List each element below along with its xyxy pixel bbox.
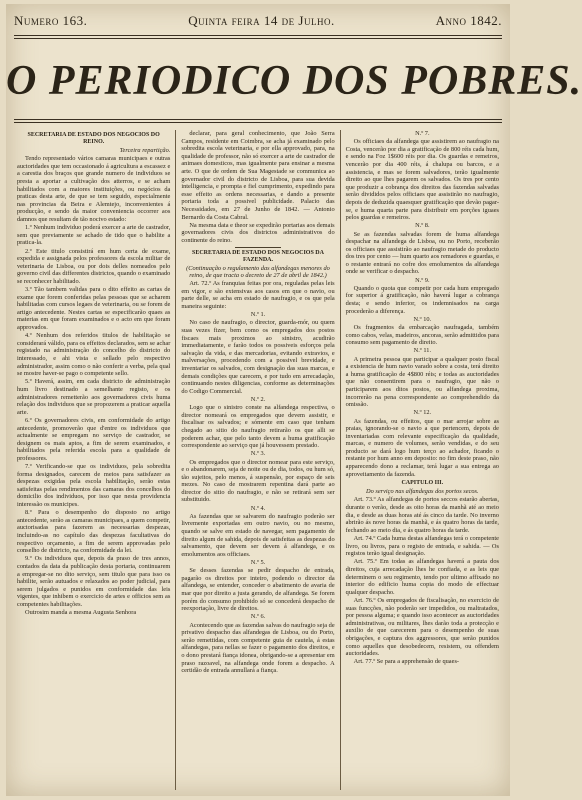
article-paragraph: Quando o quota que competir por cada hum empregado for superior á gratificação, não haverá lugar a cobrança desta; e sendo inferior, os indemnisados na carga procederão a diferença.: [345, 284, 499, 315]
item-number: N.º 2.: [250, 395, 266, 403]
item-number: N.º 12.: [413, 409, 432, 417]
article-paragraph: No caso de naufragio, o director, guarda-mór, ou quem suas vezes fizer, bem como os empregados dos postos fiscaes mais proximos ao sinistro, acudirão immediatamente, e farão todos os possiveis esforços pela salvação da vida, e das mercadorias, evitando extravios, e malversações, procedendo com a possivel brevidade, e inventariar os salvados, com designação das suas marcas, e demais condições que carecem, e por tudo em arrecadação, continuando nestes diligencias, conforme as determinações do Codigo Commercial.: [181, 319, 335, 395]
masthead-rule-top: [14, 35, 502, 36]
article-paragraph: Art. 74.º Cada huma destas alfandegas terá o competente livro, ou livros, para o registo de entrada, e sahida. — Os registos terão igual designação.: [345, 535, 499, 558]
article-paragraph: As fazendas, ou effeitos, que o mar arrojar sobre as praias, ignorando-se o navio a que pertencem, depois de inventariadas com relevante especificação da qualidade, marcas, e numero de volumes, serão vendidas, e do seu producto se dará logo hum terço ao achador, ficando o restante por hum anno em deposito: no fim deste praso, não apparecendo dono a reclamar, terá lugar a sua entrega ao aproveitamento da fazenda.: [345, 417, 499, 478]
article-paragraph: Na mesma data e theor se expedirão portarias aos demais governadores civis dos districtos administrativos do continente do reino.: [181, 221, 335, 244]
article-paragraph: 9.º Os individuos que, depois da praso de tres annos, contados da data da publicação desta portaria, continuarem a empregar-se no dito serviço, sem titulo que para isso os habilite, serão autuados e relaxados ao poder judicial, para serem julgados e punidos em conformidade das leis vigentes, que inhibem o exercicio de artes e officios sem as competentes habilitações.: [17, 555, 171, 608]
column-3: [340, 130, 504, 790]
article-paragraph: declarar, para geral conhecimento, que João Serra Campos, residente em Coimbra, se acha já examinado pelo sobredita escola veterinaria, e por ella approvado, para, na qualidade de professor, não só exercer a arte de castrador de animaes domesticos, mas igualmente para ensinar a mesma arte. O que de ordem de Sua Magestade se communica ao governador civil do districto de Lisboa, para sua devida intelligencia, e prompta e fiel cumprimento, expedindo para esse effeito as ordens necessarias, e dando a presente portaria toda a possivel publicidade. Palacio das Necessidades, em 27 de Junho de 1842. — Antonio Bernardo da Costa Cabral.: [181, 130, 335, 221]
article-paragraph: 5.º Haverá, assim, em cada districto de administração hum livro destinado a semelhante registo, e os administradores remetterão aos governadores civis huma relação dos individuos que se propozerem a praticar aquella arte.: [17, 378, 171, 416]
column-2: [175, 130, 339, 790]
item-number: N.º 3.: [250, 450, 266, 458]
subsection-label: Terceira repartição.: [119, 147, 171, 154]
newspaper-title: O PERIODICO DOS POBRES.: [6, 58, 582, 104]
issue-year: Anno 1842.: [435, 13, 502, 28]
article-paragraph: 2.º Este titulo consistirá em hum certa de exame, expedida e assignada pelos professores da escola militar de veterinaria de Lisboa, ou por dois delles nomeados pelo governo civil das differentes districtos, quando o examinado se reconhecer habilitado.: [17, 247, 171, 285]
article-paragraph: 6.º Os governadores civis, em conformidade do artigo antecedente, promoverão que d'entre os individuos que actualmente se empregam no serviço de castrador, se designem os mais aptos, a fim de serem examinados, e habilitados pela referida escola para a qualidade de professores.: [17, 416, 171, 462]
item-number: N.º 9.: [415, 276, 430, 284]
article-paragraph: 7.º Verificando-se que os individuos, pela sobredita forma designados, carecem de meios para satisfazer as despezas exigidas pela escola habilitação, serão estas satisfeitas pelas rendimentos das camaras dos concelhos do domicilio dos individuos, por isso que nesta providencia interessão os municipes.: [17, 463, 171, 509]
article-paragraph: As fazendas que se salvarem do naufragio poderão ser livremente exportadas em outro navio, ou no mesmo, quando se salve em estado de navegar, sem pagamento de direito algum de sahida, depois de satisfeitas as despezas do salvamento, que devem ser devem á alfandega, e os emolumentos aos officiaes.: [181, 512, 335, 558]
article-paragraph: Acontecendo que as fazendas salvas do naufragio seja de privativo despacho das alfandegas de Lisboa, ou do Porto, serão remettidas, com competente guia de cautela, á estas alfandegas, para nellas se fazer o pagamento dos direitos, e o dono prestará fiança idonea, obrigando-se a apresentar em praso razoavel, na alfandega onde forem a despacho. A certidão de entrada annullará a fiança.: [181, 621, 335, 675]
italic-note: Do serviço nas alfandegas dos portos secos.: [366, 488, 479, 496]
issue-date: Quinta feira 14 de Julho.: [188, 13, 335, 28]
article-paragraph: Os fragmentos da embarcação naufragada, também como cabos, velas, madeiros, ancoras, serão admittidos para consumo sem pagamento de direito.: [345, 324, 499, 347]
article-paragraph: 3.º Tão tambem validas para o dito effeito as cartas de exame que forem conferidas pelas pessoas que se acharem habilitadas com cursos legaes de veterinaria, ou se forem de artigo antecedente. Nestes cartas se especificarão quaes as materias em que foram examinados e o acto em que foram approvados.: [17, 286, 171, 332]
article-paragraph: Tendo representado vários camaras municipaes e outras auctoridades que tem occasionado á agricultura a escassez e a carestia dos braços que grande numero de individuos se presta a aportar a cultivação dos atterros, e se acham habilitados com a maiores instituições, ou negócios da praticas desta arte, de que se tem seguido, especialmente nas provincias da Beira e Alemtejo, inconvenientes á producção, e sendo da maior conveniencia occorrer aos damnos que resultam de tão nocivo estado:: [17, 155, 171, 223]
item-number: N.º 1.: [250, 311, 266, 319]
article-paragraph: Art. 76.º Os empregados de fiscalisação, no exercicio de suas funcções, não poderão ser impedidos, ou maltratados, por pessoa alguma; e quando isso acontecer as auctoridades administrativas, ou militares, lhes darão toda a protecção e auxilio de que carecerem para o desempenho de suas obrigações, e captura dos aggressores, que serão punidos como aquelles que desobedecem, resistem, ou offendem auctoridades.: [345, 596, 499, 658]
masthead-row: [14, 10, 502, 32]
article-paragraph: Se as fazendas salvadas forem de huma alfandega despachar na alfandega de Lisboa, ou no Porto, receberão os officiaes que assistirão ao naufragio metade do producto dos tres por cento — hum quarto aos remadores e guardas, e o restante entrará no cofre dos emolumentos da alfandega onde se verificar o despacho.: [345, 230, 499, 276]
title-rule-thin: [14, 122, 502, 123]
italic-note: (Continuação o regulamento das alfandegas menores do reino, de que tracta o decreto de 27 de abril de 1842.): [186, 264, 330, 280]
section-heading: CAPITULO III.: [401, 480, 444, 487]
section-heading: SECRETARIA DE ESTADO DOS NEGOCIOS DO REINO.: [27, 132, 160, 145]
column-1: [12, 130, 175, 790]
article-paragraph: 4.º Nenhum dos referidos titulos de habilitação se considerará válido, para os effeitos declarados, sem se achar registado na administração do concelho do districto do interessado, e ahi vista e sellado pelo respectivo administrador, assim como o não conferir a verba, pela qual se mostre haver-se pago o competente sello.: [17, 332, 171, 378]
item-number: N.º 10.: [413, 315, 432, 323]
section-divider: [235, 247, 281, 248]
item-number: N.º 4.: [250, 504, 266, 512]
item-number: N.º 7.: [415, 130, 430, 137]
item-number: N.º 5.: [250, 559, 266, 566]
title-rule-top: [14, 119, 502, 120]
article-paragraph: Logo que o sinistro conste na alfandega respectiva, o director nomeará os empregados que devem assistir, e fiscalisar os salvados; e sómente em caso que tenham chegado ao sitio do naufragio retirarão os que alli se poderem achar, que pelo tanto devem a huma gratificação correspondente ao serviço que já houvessem prestado.: [181, 404, 335, 450]
text-columns: [12, 130, 504, 790]
article-paragraph: Art. 77.º Se para a apprehensão de quaes-: [353, 658, 460, 666]
item-number: N.º 6.: [250, 613, 266, 621]
article-paragraph: 1.º Nenhum individuo poderá exercer a arte de castrador, sem que previamente se achado de tido que o habilite a pratica-la.: [17, 224, 171, 247]
article-paragraph: A primeira pessoa que participar a qualquer posto fiscal a existencia de hum navio varado sobre a costa, terá direito a huma gratificação de 4$800 réis; e todas as auctoridades que não consentirem para o naufragio, que não o participarem aos ditos postos, ou alfandega proxima, incorrerão na pena correspondente ao comprehendido da omissão.: [345, 355, 499, 409]
article-paragraph: Art. 72.º As franquias feitas por ora, reguladas pelas leis em vigor, e são extensivas aos casos em que o navio, ou parte delle, se acha em estado de naufragio, e os que pela maneira seguinte:: [181, 280, 335, 311]
article-paragraph: Outrosim manda a mesma Augusta Senhora: [25, 609, 137, 617]
article-paragraph: Art. 73.º As alfandegas de portos seccos estarão abertas, durante o verão, desde as oito horas da manhã até ao meio dia, e desde as duas horas até ás cinco da tarde. No inverno abrirão ás nove horas da manhã, e ás quatro horas da tarde, fechando ao meio dia, e ás quatro horas da tarde.: [345, 496, 499, 534]
item-number: N.º 11.: [413, 347, 432, 355]
newspaper-page: [6, 4, 582, 796]
article-paragraph: 8.º Para o desempenho do disposto no artigo antecedente, serão as camaras municipaes, a quem competir, auctorisadas para fazerem as necessarias despezas, incluindo-as no capítulo das despezas facultativas do respectivo orçamento, a fim de serem approvadas pelo conselho de districto, na conformidade da lei.: [17, 509, 171, 555]
item-number: N.º 8.: [415, 222, 430, 230]
masthead-rule-thin: [14, 38, 502, 39]
article-paragraph: Os officiaes da alfandega que assistirem ao naufragio na Costa, vencerão por dia a gratificação de 800 réis cada hum, e sendo na Foz 1$600 réis por dia. Os guardas e remeiros, vencerão por dia 400 réis, á chalupa ou barcos, e a assistencia, e mas se forem salvadores, terão igualmente direito ao que lhes pagarem os salvados. Os tres por cento que produzir a cobrança dos direitos das fazendas salvadas serão divididos pelos officiaes que assistirão no naufragio, depois de deduzida quaesquer gratificação que devão pagar-se, e huma quarta parte para distribuir em porções iguaes pelos guardas e remeiros.: [345, 138, 499, 222]
article-paragraph: Se desses fazendas se pedir despacho de entrada, pagarão os direitos por inteiro, podendo o director da alfandega, se entender, conceder o abatimento de avaria de mar que por direito a justa gerando, de alfandega. Se forem porém do consumo prohibido só se concederá despacho de reexportação, livre de direitos.: [181, 567, 335, 613]
section-heading: SECRETARIA DE ESTADO DOS NEGOCIOS DA FAZENDA.: [192, 249, 324, 263]
article-paragraph: Os empregados que o director nomear para este serviço, e o abandonarem, seja de noite ou de dia, todos, ou hum só, tão sujeitos, pelo menos, á suspensão, por espaço de seis mezes. No caso de mostrarem repentina dará parte ao director do sitio do naufragio, e não se retirará sem ser substituido.: [181, 458, 335, 504]
issue-number: Numero 163.: [14, 13, 88, 28]
article-paragraph: Art. 75.º Em todas as alfandegas haverá a pauta dos direitos, cuja arrecadação lhes he confiada, e as leis que determinem o seu regimento, tendo por ultimo affixado no interior do edificio huma copia do modo de effectuar qualquer despacho.: [345, 558, 499, 596]
